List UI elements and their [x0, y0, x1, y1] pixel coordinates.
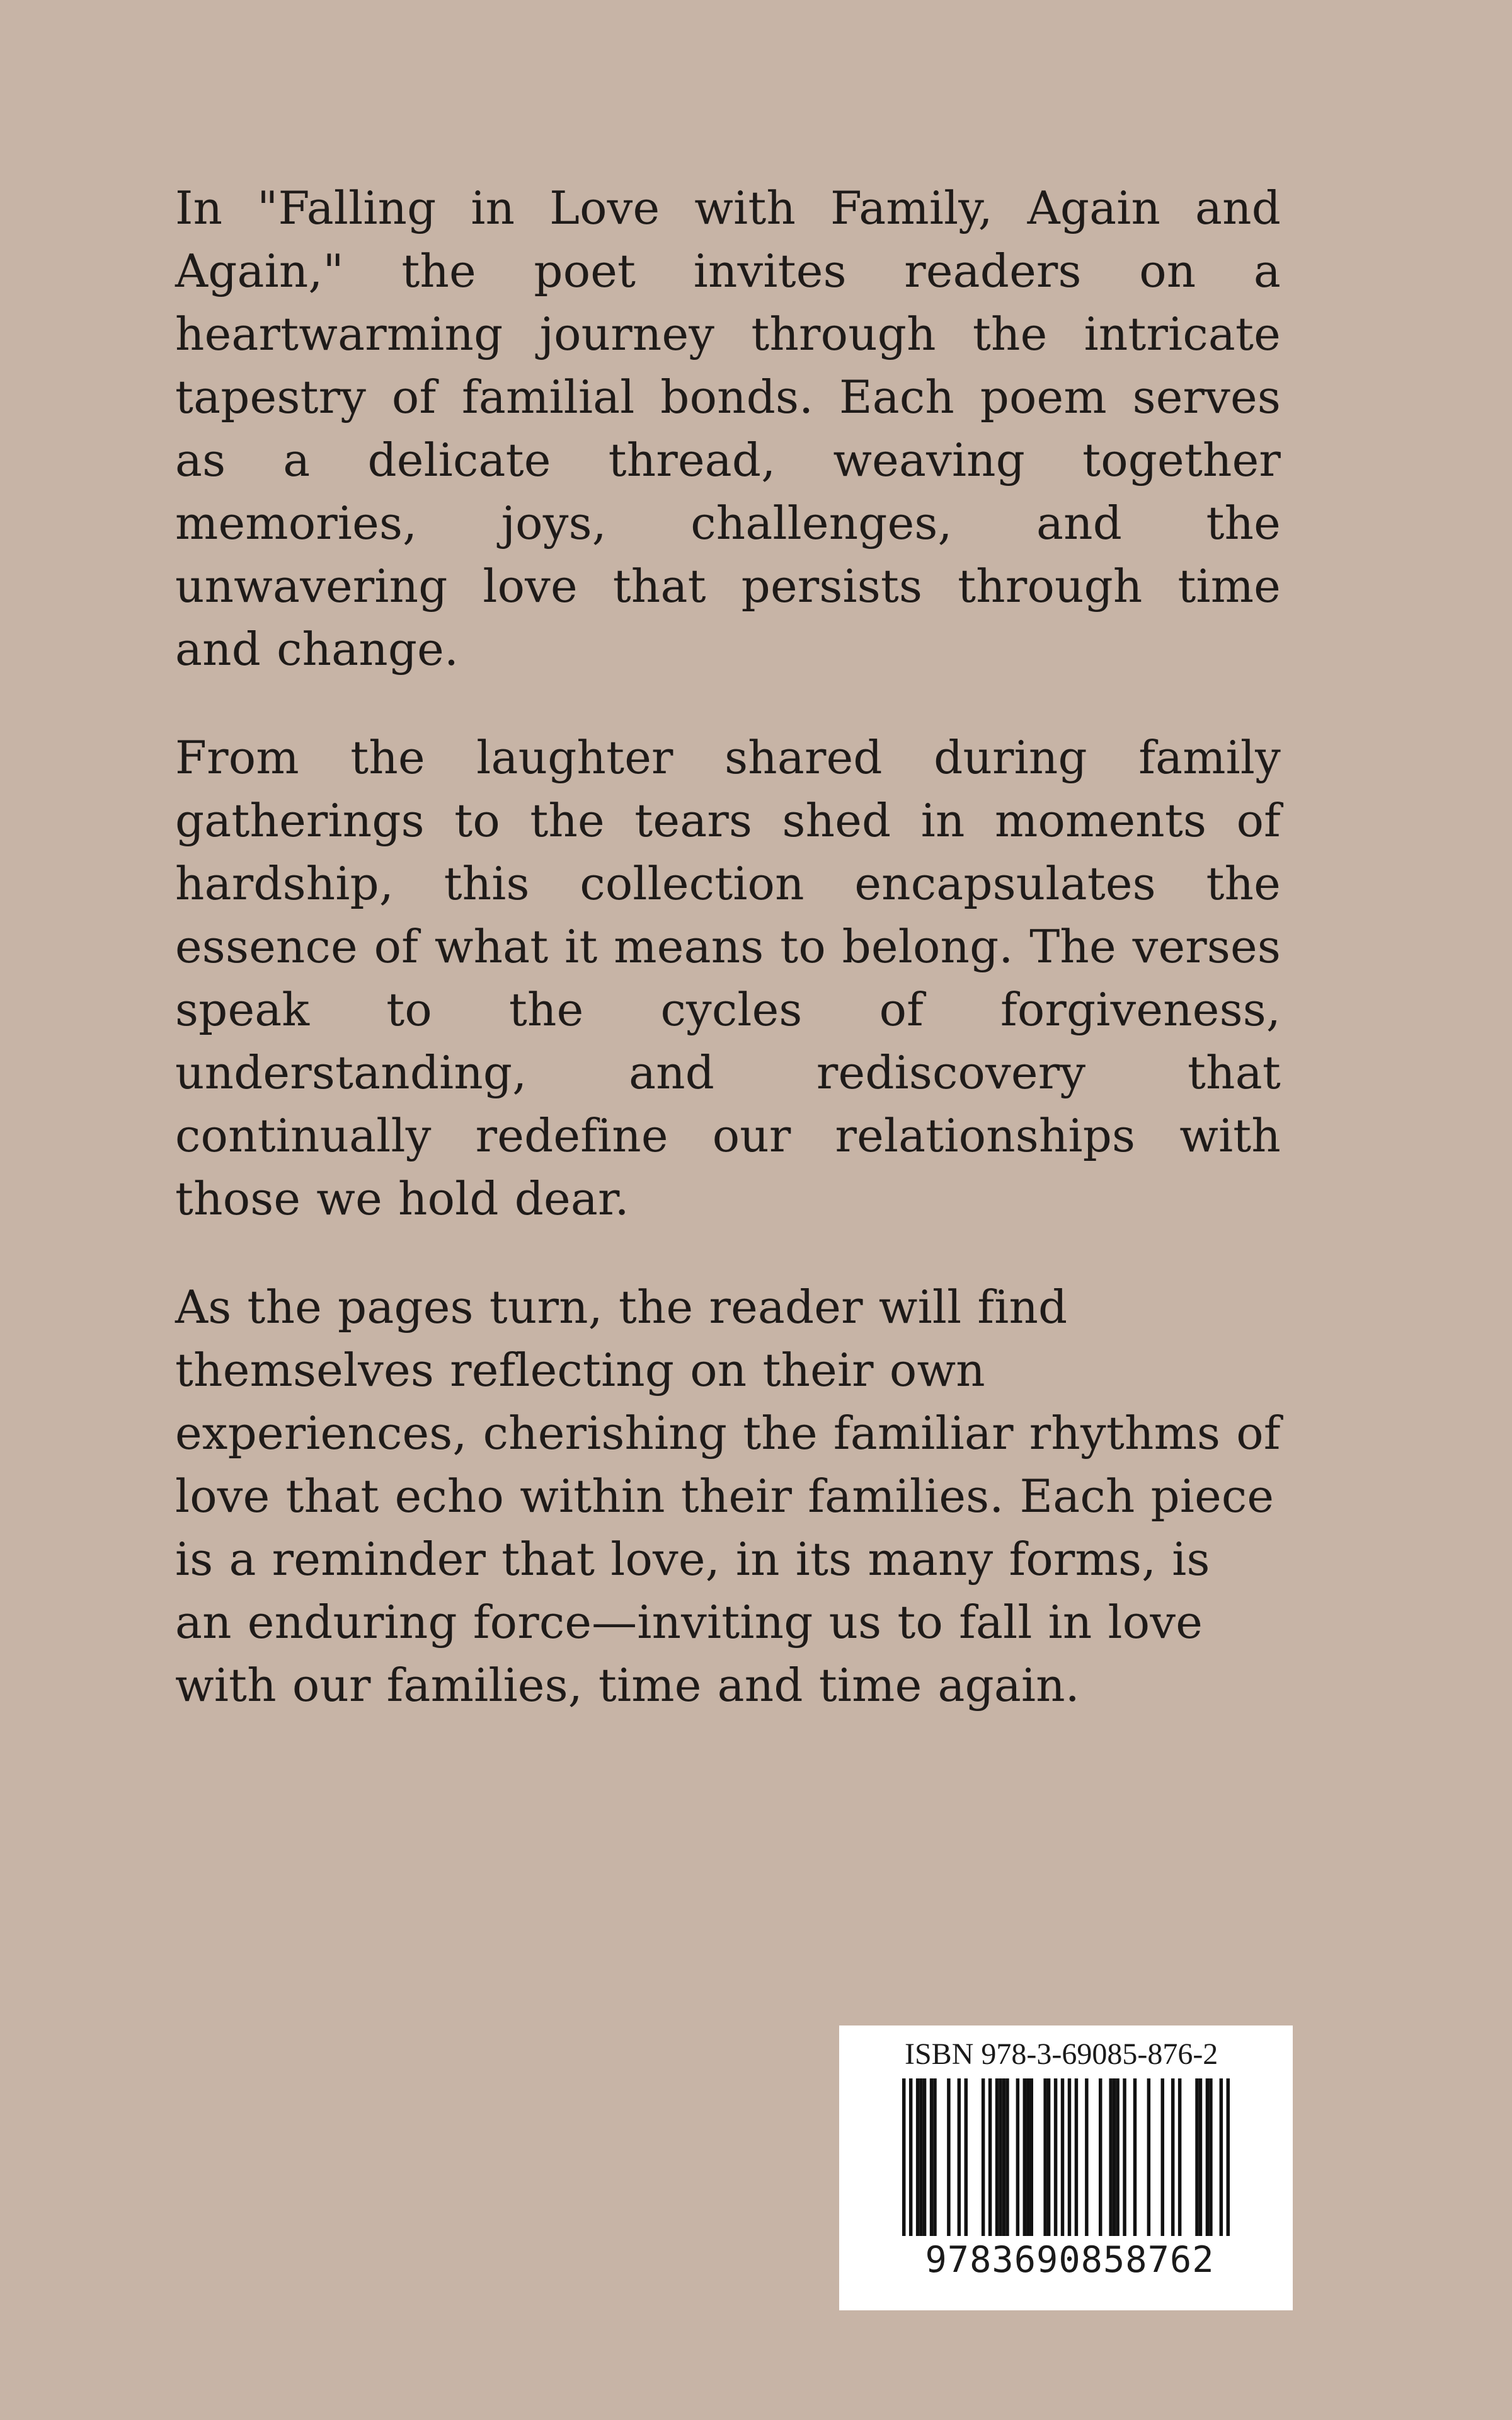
- barcode-bar: [923, 2078, 926, 2236]
- barcode-image: [902, 2078, 1230, 2236]
- barcode-bar: [1147, 2078, 1150, 2236]
- barcode-bar: [919, 2078, 922, 2236]
- barcode-number: 9783690858762: [925, 2239, 1215, 2281]
- barcode-bar: [916, 2078, 919, 2236]
- barcode-bar: [1085, 2078, 1088, 2236]
- barcode-bar: [909, 2078, 912, 2236]
- barcode-bar: [1195, 2078, 1198, 2236]
- barcode-bar: [1209, 2078, 1212, 2236]
- description-paragraph-1: In "Falling in Love with Family, Again and Again," the poet invites readers on a heartwarming journey through the intricate tapestry of familial bonds. Each poem serves as a delicate thread, weaving together memories, joys, challenges, and the unwavering love that persists through time and change.: [175, 182, 1281, 676]
- barcode-bar: [958, 2078, 961, 2236]
- barcode-bar: [930, 2078, 933, 2236]
- barcode-bar: [1026, 2078, 1029, 2236]
- barcode-bar: [999, 2078, 1002, 2236]
- barcode-bar: [995, 2078, 999, 2236]
- barcode-bar: [1161, 2078, 1164, 2236]
- barcode-bar: [1099, 2078, 1102, 2236]
- barcode-bar: [1199, 2078, 1202, 2236]
- barcode-bar: [947, 2078, 950, 2236]
- barcode-bar: [1113, 2078, 1116, 2236]
- barcode-bar: [1023, 2078, 1026, 2236]
- barcode-bar: [933, 2078, 936, 2236]
- barcode-bar: [1030, 2078, 1033, 2236]
- barcode-bar: [1061, 2078, 1064, 2236]
- barcode-bar: [1220, 2078, 1223, 2236]
- barcode-bar: [1047, 2078, 1050, 2236]
- barcode-bar: [1109, 2078, 1112, 2236]
- description-paragraph-2: From the laughter shared during family gatherings to the tears shed in moments of hardship, this collection encapsulates the essence of what it means to belong. The verses speak to the cycles of forgiveness, understanding, and rediscovery that continually redefine our relationships with those we hold dear.: [175, 731, 1281, 1225]
- description-paragraph-3: As the pages turn, the reader will find themselves reflecting on their own experiences, cherishing the familiar rhythms of love that echo within their families. Each piece is a reminder that love, in its many forms, is an enduring force—inviting us to fall in love with our families, time and time again.: [175, 1281, 1281, 1712]
- barcode-bar: [1043, 2078, 1046, 2236]
- isbn-barcode-box: [839, 2025, 1293, 2310]
- barcode-bar: [1116, 2078, 1119, 2236]
- isbn-label: ISBN 978-3-69085-876-2: [905, 2037, 1218, 2071]
- barcode-bar: [1227, 2078, 1230, 2236]
- barcode-bar: [1068, 2078, 1071, 2236]
- barcode-bar: [1005, 2078, 1009, 2236]
- barcode-bar: [1075, 2078, 1078, 2236]
- barcode-bar: [982, 2078, 985, 2236]
- barcode-bar: [988, 2078, 992, 2236]
- barcode-bar: [1206, 2078, 1209, 2236]
- barcode-bar: [1171, 2078, 1174, 2236]
- barcode-bar: [902, 2078, 905, 2236]
- barcode-bar: [1016, 2078, 1019, 2236]
- book-description: [175, 176, 1281, 1762]
- barcode-bar: [1123, 2078, 1126, 2236]
- barcode-bar: [1054, 2078, 1057, 2236]
- barcode-bar: [1133, 2078, 1137, 2236]
- barcode-bar: [1002, 2078, 1005, 2236]
- barcode-bar: [1178, 2078, 1181, 2236]
- barcode-bar: [965, 2078, 968, 2236]
